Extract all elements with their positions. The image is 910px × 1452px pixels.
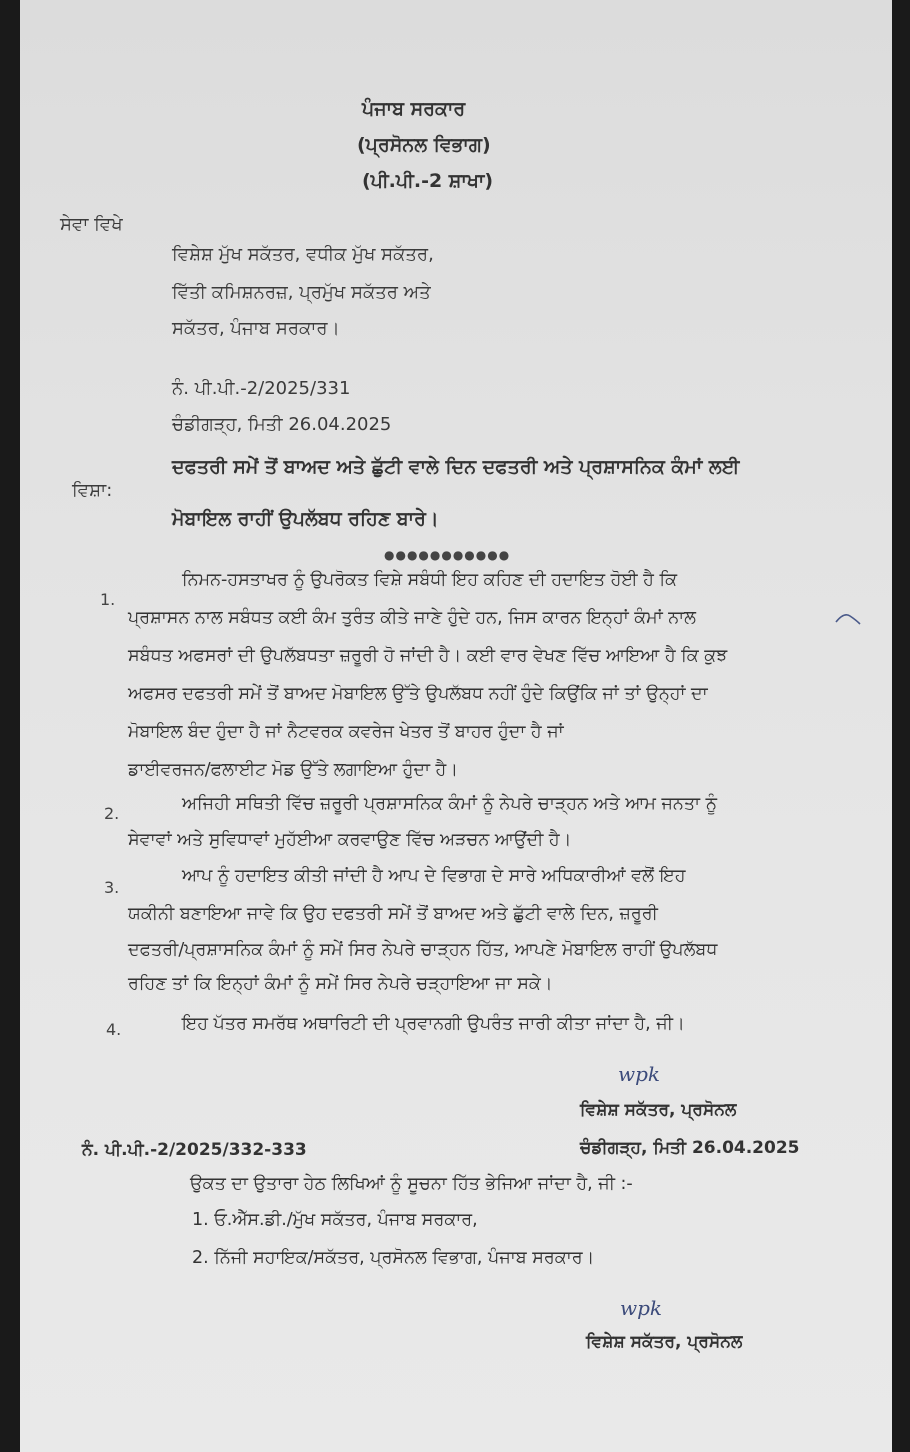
paragraph-1-line-5: ਮੋਬਾਇਲ ਬੰਦ ਹੁੰਦਾ ਹੈ ਜਾਂ ਨੈਟਵਰਕ ਕਵਰੇਜ ਖੇਤਰ ਤੋਂ ਬਾਹਰ ਹੁੰਦਾ ਹੈ ਜਾਂ bbox=[128, 722, 564, 742]
signatory-designation-2: ਵਿਸ਼ੇਸ਼ ਸਕੱਤਰ, ਪ੍ਰਸੋਨਲ bbox=[586, 1332, 743, 1352]
paragraph-4-number: 4. bbox=[106, 1020, 122, 1039]
government-title: ਪੰਜਾਬ ਸਰਕਾਰ bbox=[362, 98, 466, 120]
department-title: (ਪ੍ਰਸੋਨਲ ਵਿਭਾਗ) bbox=[357, 134, 491, 156]
paragraph-4-line-1: ਇਹ ਪੱਤਰ ਸਮਰੱਥ ਅਥਾਰਿਟੀ ਦੀ ਪ੍ਰਵਾਨਗੀ ਉਪਰੰਤ ਜਾਰੀ ਕੀਤਾ ਜਾਂਦਾ ਹੈ, ਜੀ। bbox=[182, 1014, 685, 1034]
signature-scribble-2: wpk bbox=[620, 1296, 663, 1320]
paragraph-3-line-1: ਆਪ ਨੂੰ ਹਦਾਇਤ ਕੀਤੀ ਜਾਂਦੀ ਹੈ ਆਪ ਦੇ ਵਿਭਾਗ ਦੇ ਸਾਰੇ ਅਧਿਕਾਰੀਆਂ ਵਲੋਂ ਇਹ bbox=[182, 866, 686, 886]
endorsement-intro: ਉਕਤ ਦਾ ਉਤਾਰਾ ਹੇਠ ਲਿਖਿਆਂ ਨੂੰ ਸੂਚਨਾ ਹਿੱਤ ਭੇਜਿਆ ਜਾਂਦਾ ਹੈ, ਜੀ :- bbox=[190, 1174, 633, 1194]
paragraph-3-line-3: ਦਫਤਰੀ/ਪ੍ਰਸ਼ਾਸਨਿਕ ਕੰਮਾਂ ਨੂੰ ਸਮੇਂ ਸਿਰ ਨੇਪਰੇ ਚਾੜ੍ਹਨ ਹਿੱਤ, ਆਪਣੇ ਮੋਬਾਇਲ ਰਾਹੀਂ ਉਪਲੱਬਧ bbox=[128, 940, 718, 960]
subject-line-2: ਮੋਬਾਇਲ ਰਾਹੀਂ ਉਪਲੱਬਧ ਰਹਿਣ ਬਾਰੇ। bbox=[172, 508, 439, 530]
salutation: ਸੇਵਾ ਵਿਖੇ bbox=[60, 214, 123, 235]
signatory-place-date: ਚੰਡੀਗੜ੍ਹ, ਮਿਤੀ 26.04.2025 bbox=[580, 1138, 800, 1158]
subject-line-1: ਦਫਤਰੀ ਸਮੇਂ ਤੋਂ ਬਾਅਦ ਅਤੇ ਛੁੱਟੀ ਵਾਲੇ ਦਿਨ ਦਫਤਰੀ ਅਤੇ ਪ੍ਰਸ਼ਾਸਨਿਕ ਕੰਮਾਂ ਲਈ bbox=[172, 456, 740, 478]
paragraph-1-line-1: ਨਿਮਨ-ਹਸਤਾਖਰ ਨੂੰ ਉਪਰੋਕਤ ਵਿਸ਼ੇ ਸਬੰਧੀ ਇਹ ਕਹਿਣ ਦੀ ਹਦਾਇਤ ਹੋਈ ਹੈ ਕਿ bbox=[182, 570, 678, 590]
paragraph-2-line-1: ਅਜਿਹੀ ਸਥਿਤੀ ਵਿੱਚ ਜ਼ਰੂਰੀ ਪ੍ਰਸ਼ਾਸਨਿਕ ਕੰਮਾਂ ਨੂੰ ਨੇਪਰੇ ਚਾੜ੍ਹਨ ਅਤੇ ਆਮ ਜਨਤਾ ਨੂੰ bbox=[182, 794, 717, 814]
paragraph-2-line-2: ਸੇਵਾਵਾਂ ਅਤੇ ਸੁਵਿਧਾਵਾਂ ਮੁਹੱਈਆ ਕਰਵਾਉਣ ਵਿੱਚ ਅੜਚਨ ਆਉਂਦੀ ਹੈ। bbox=[128, 830, 572, 850]
signatory-designation-1: ਵਿਸ਼ੇਸ਼ ਸਕੱਤਰ, ਪ੍ਰਸੋਨਲ bbox=[580, 1100, 737, 1120]
paragraph-1-line-4: ਅਫਸਰ ਦਫਤਰੀ ਸਮੇਂ ਤੋਂ ਬਾਅਦ ਮੋਬਾਇਲ ਉੱਤੇ ਉਪਲੱਬਧ ਨਹੀਂ ਹੁੰਦੇ ਕਿਉਂਕਿ ਜਾਂ ਤਾਂ ਉਨ੍ਹਾਂ ਦਾ bbox=[128, 684, 708, 704]
separator-dots: ●●●●●●●●●●● bbox=[384, 548, 511, 562]
addressee-line-2: ਵਿੱਤੀ ਕਮਿਸ਼ਨਰਜ਼, ਪ੍ਰਮੁੱਖ ਸਕੱਤਰ ਅਤੇ bbox=[172, 282, 431, 303]
reference-date: ਚੰਡੀਗੜ੍ਹ, ਮਿਤੀ 26.04.2025 bbox=[172, 414, 392, 435]
paragraph-3-number: 3. bbox=[104, 878, 120, 897]
margin-tick-mark bbox=[834, 610, 864, 630]
branch-title: (ਪੀ.ਪੀ.-2 ਸ਼ਾਖਾ) bbox=[362, 170, 494, 192]
addressee-line-3: ਸਕੱਤਰ, ਪੰਜਾਬ ਸਰਕਾਰ। bbox=[172, 318, 340, 339]
letter-page bbox=[20, 0, 892, 1452]
paragraph-1-line-6: ਡਾਈਵਰਜਨ/ਫਲਾਈਟ ਮੋਡ ਉੱਤੇ ਲਗਾਇਆ ਹੁੰਦਾ ਹੈ। bbox=[128, 760, 459, 780]
endorsement-recipient-1: 1. ਓ.ਐੱਸ.ਡੀ./ਮੁੱਖ ਸਕੱਤਰ, ਪੰਜਾਬ ਸਰਕਾਰ, bbox=[192, 1210, 478, 1230]
paragraph-1-line-3: ਸਬੰਧਤ ਅਫਸਰਾਂ ਦੀ ਉਪਲੱਬਧਤਾ ਜ਼ਰੂਰੀ ਹੋ ਜਾਂਦੀ ਹੈ। ਕਈ ਵਾਰ ਵੇਖਣ ਵਿੱਚ ਆਇਆ ਹੈ ਕਿ ਕੁਝ bbox=[128, 646, 728, 666]
reference-number: ਨੰ. ਪੀ.ਪੀ.-2/2025/331 bbox=[172, 378, 351, 399]
paragraph-3-line-2: ਯਕੀਨੀ ਬਣਾਇਆ ਜਾਵੇ ਕਿ ਉਹ ਦਫਤਰੀ ਸਮੇਂ ਤੋਂ ਬਾਅਦ ਅਤੇ ਛੁੱਟੀ ਵਾਲੇ ਦਿਨ, ਜ਼ਰੂਰੀ bbox=[128, 904, 658, 924]
addressee-line-1: ਵਿਸ਼ੇਸ਼ ਮੁੱਖ ਸਕੱਤਰ, ਵਧੀਕ ਮੁੱਖ ਸਕੱਤਰ, bbox=[172, 244, 434, 265]
paragraph-1-line-2: ਪ੍ਰਸ਼ਾਸਨ ਨਾਲ ਸਬੰਧਤ ਕਈ ਕੰਮ ਤੁਰੰਤ ਕੀਤੇ ਜਾਣੇ ਹੁੰਦੇ ਹਨ, ਜਿਸ ਕਾਰਨ ਇਨ੍ਹਾਂ ਕੰਮਾਂ ਨਾਲ bbox=[128, 608, 696, 628]
endorsement-reference-number: ਨੰ. ਪੀ.ਪੀ.-2/2025/332-333 bbox=[82, 1140, 307, 1160]
paragraph-3-line-4: ਰਹਿਣ ਤਾਂ ਕਿ ਇਨ੍ਹਾਂ ਕੰਮਾਂ ਨੂੰ ਸਮੇਂ ਸਿਰ ਨੇਪਰੇ ਚੜ੍ਹਾਇਆ ਜਾ ਸਕੇ। bbox=[128, 974, 553, 994]
subject-label: ਵਿਸ਼ਾ: bbox=[72, 480, 113, 501]
endorsement-recipient-2: 2. ਨਿੱਜੀ ਸਹਾਇਕ/ਸਕੱਤਰ, ਪ੍ਰਸੋਨਲ ਵਿਭਾਗ, ਪੰਜਾਬ ਸਰਕਾਰ। bbox=[192, 1248, 595, 1268]
paragraph-2-number: 2. bbox=[104, 804, 120, 823]
paragraph-1-number: 1. bbox=[100, 590, 116, 609]
signature-scribble-1: wpk bbox=[618, 1062, 661, 1086]
